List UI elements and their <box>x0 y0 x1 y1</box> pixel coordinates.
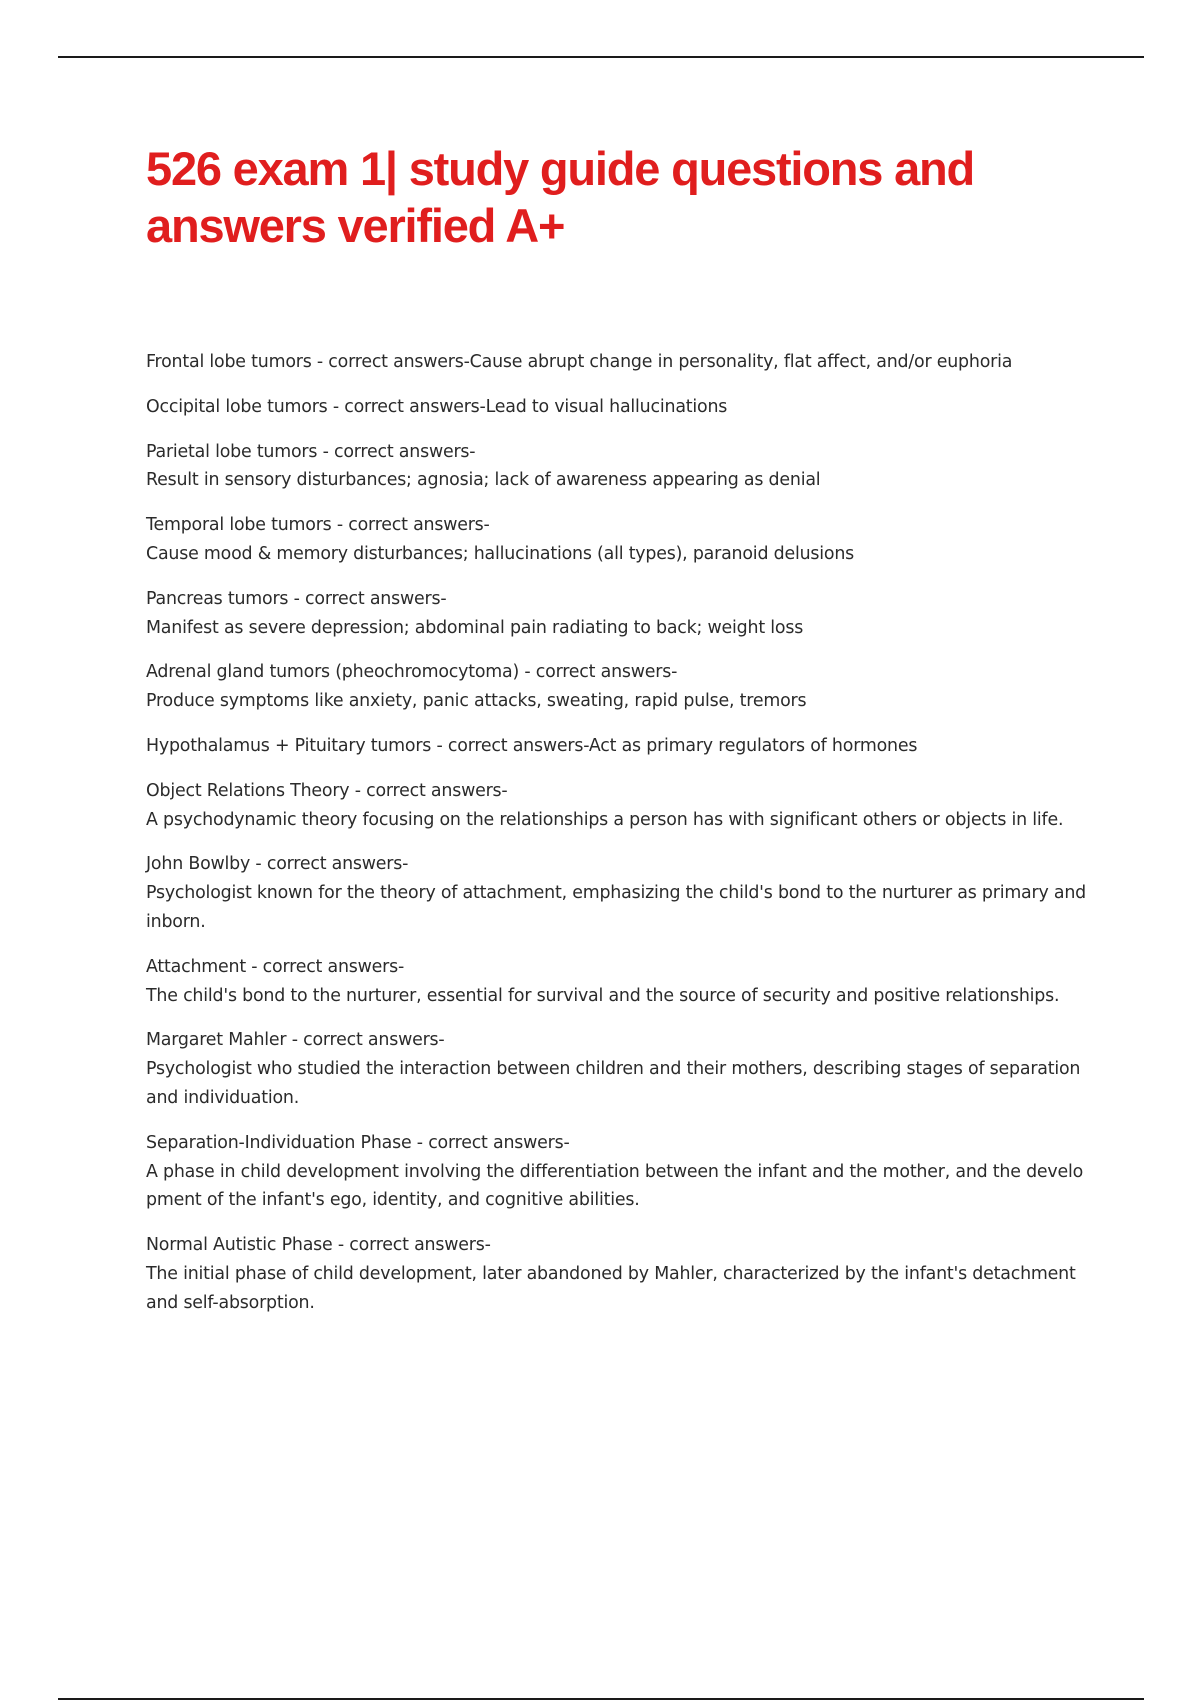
qa-entry <box>146 438 1091 496</box>
entry-answer: Cause abrupt change in personality, flat affect, and/or euphoria <box>469 352 1013 372</box>
entry-term: John Bowlby - correct answers- <box>146 854 409 875</box>
qa-entry <box>146 850 1091 936</box>
qa-entry <box>146 777 1091 835</box>
entry-term: Pancreas tumors - correct answers- <box>146 588 447 609</box>
entry-term: Object Relations Theory - correct answers- <box>146 780 508 801</box>
qa-entry <box>146 393 1091 422</box>
entry-term: Separation-Individuation Phase - correct answers- <box>146 1132 570 1153</box>
qa-entry <box>146 511 1091 569</box>
entry-term: Occipital lobe tumors - correct answers- <box>146 396 486 417</box>
qa-entry <box>146 1026 1091 1112</box>
entry-answer: Result in sensory disturbances; agnosia; lack of awareness appearing as denial <box>146 470 821 491</box>
qa-entry <box>146 1231 1091 1317</box>
entry-answer: Produce symptoms like anxiety, panic attacks, sweating, rapid pulse, tremors <box>146 691 807 712</box>
entry-answer: Lead to visual hallucinations <box>485 396 728 417</box>
header-rule <box>58 56 1144 58</box>
entry-answer: Act as primary regulators of hormones <box>588 735 918 756</box>
entry-answer: Cause mood & memory disturbances; hallucinations (all types), paranoid delusions <box>146 543 855 564</box>
entry-answer: A psychodynamic theory focusing on the relationships a person has with significant others or objects in life. <box>146 809 1064 830</box>
entry-answer: Psychologist known for the theory of attachment, emphasizing the child's bond to the nurturer as primary and inborn. <box>146 883 1087 932</box>
entry-term: Adrenal gland tumors (pheochromocytoma) - correct answers- <box>146 662 678 683</box>
entry-term: Attachment - correct answers- <box>146 956 405 977</box>
entry-term: Parietal lobe tumors - correct answers- <box>146 441 476 462</box>
qa-entry <box>146 658 1091 716</box>
qa-entry <box>146 1129 1091 1215</box>
entry-answer: Manifest as severe depression; abdominal pain radiating to back; weight loss <box>146 617 804 638</box>
qa-list <box>146 348 1091 1334</box>
entry-term: Frontal lobe tumors - correct answers- <box>146 352 470 372</box>
qa-entry <box>146 953 1091 1011</box>
qa-entry <box>146 732 1091 761</box>
entry-term: Normal Autistic Phase - correct answers- <box>146 1235 491 1256</box>
entry-term: Hypothalamus + Pituitary tumors - correct answers- <box>146 735 589 756</box>
qa-entry <box>146 585 1091 643</box>
qa-entry <box>146 348 1091 377</box>
entry-answer: A phase in child development involving the differentiation between the infant and the mother, and the development of the infant's ego, identity, and cognitive abilities. <box>146 1161 1084 1211</box>
entry-term: Margaret Mahler - correct answers- <box>146 1030 445 1051</box>
entry-answer: The child's bond to the nurturer, essential for survival and the source of security and positive relationships. <box>146 985 1060 1006</box>
document-title: 526 exam 1| study guide questions and answers verified A+ <box>146 142 975 252</box>
entry-term: Temporal lobe tumors - correct answers- <box>146 515 490 536</box>
entry-answer: Psychologist who studied the interaction between children and their mothers, describing stages of separation and individuation. <box>146 1059 1081 1108</box>
entry-answer: The initial phase of child development, later abandoned by Mahler, characterized by the infant's detachment and self-absorption. <box>146 1263 1076 1313</box>
